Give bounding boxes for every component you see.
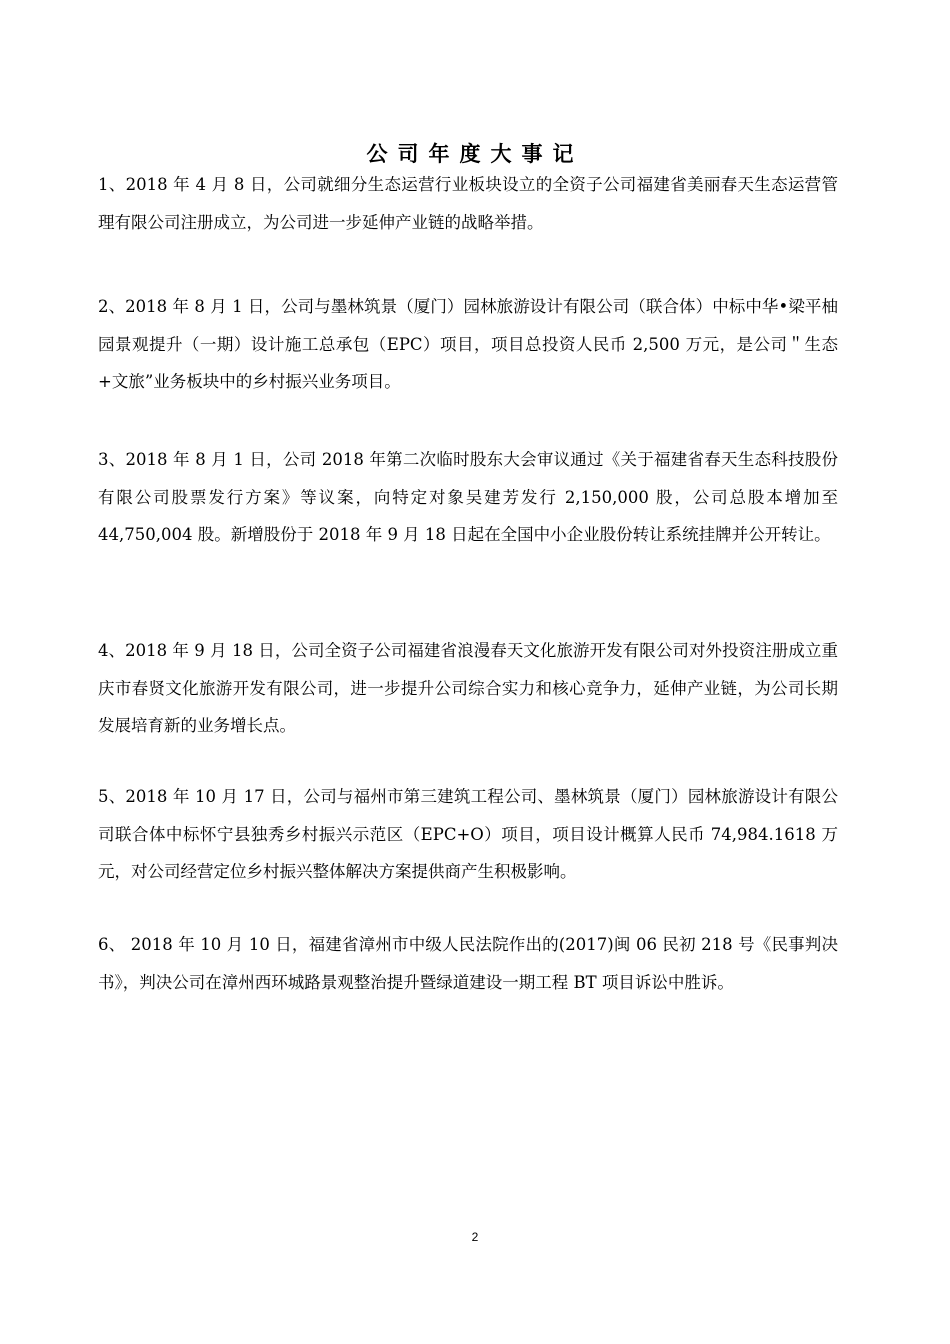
event-item-1: 1、2018 年 4 月 8 日，公司就细分生态运营行业板块设立的全资子公司福建省美丽春天生态运营管理有限公司注册成立，为公司进一步延伸产业链的战略举措。	[98, 175, 838, 232]
page-title: 公司年度大事记	[366, 142, 584, 167]
event-item-6: 6、 2018 年 10 月 10 日，福建省漳州市中级人民法院作出的(2017)闽 06 民初 218 号《民事判决书》，判决公司在漳州西环城路景观整治提升暨绿道建设一期工程 BT 项目诉讼中胜诉。	[98, 935, 838, 992]
event-item-2: 2、2018 年 8 月 1 日，公司与墨林筑景（厦门）园林旅游设计有限公司（联合体）中标中华•梁平柚园景观提升（一期）设计施工总承包（EPC）项目，项目总投资人民币 2,500 万元，是公司＂生态+文旅”业务板块中的乡村振兴业务项目。	[98, 297, 838, 391]
event-item-5: 5、2018 年 10 月 17 日，公司与福州市第三建筑工程公司、墨林筑景（厦门）园林旅游设计有限公司联合体中标怀宁县独秀乡村振兴示范区（EPC+O）项目，项目设计概算人民币 74,984.1618 万元，对公司经营定位乡村振兴整体解决方案提供商产生积极影响。	[98, 787, 838, 881]
event-item-3: 3、2018 年 8 月 1 日，公司 2018 年第二次临时股东大会审议通过《关于福建省春天生态科技股份有限公司股票发行方案》等议案，向特定对象吴建芳发行 2,150,000 股，公司总股本增加至 44,750,004 股。新增股份于 2018 年 9 月 18 日起在全国中小企业股份转让系统挂牌并公开转让。	[98, 450, 838, 544]
page-number: 2	[471, 1230, 479, 1244]
event-item-4: 4、2018 年 9 月 18 日，公司全资子公司福建省浪漫春天文化旅游开发有限公司对外投资注册成立重庆市春贤文化旅游开发有限公司，进一步提升公司综合实力和核心竞争力，延伸产业链，为公司长期发展培育新的业务增长点。	[98, 641, 838, 735]
